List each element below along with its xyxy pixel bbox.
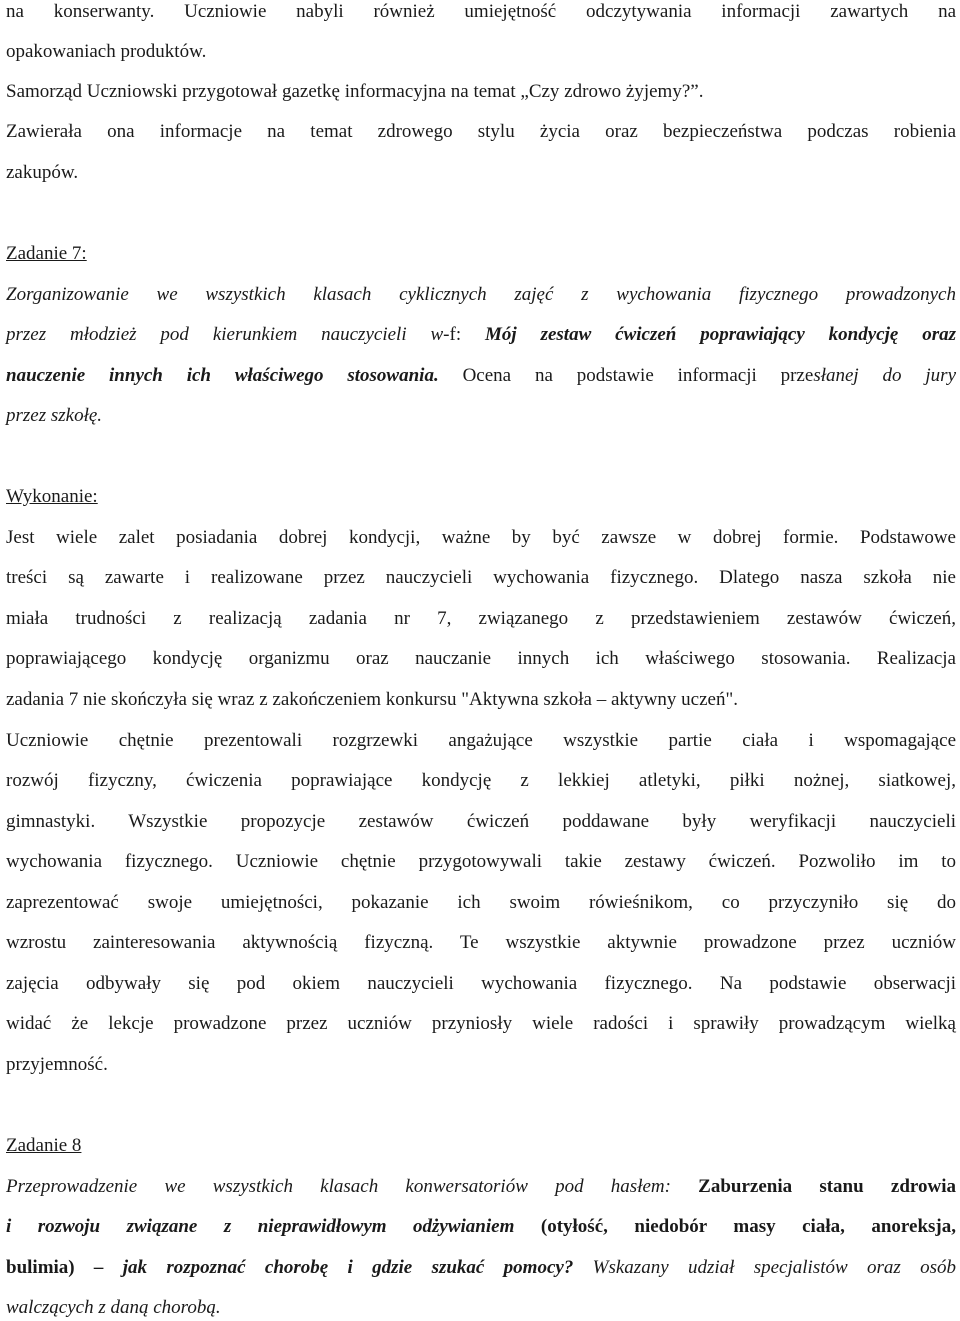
paragraph-line: opakowaniach produktów. — [6, 41, 207, 62]
execution-line: zaprezentować swoje umiejętności, pokazanie ich swoim rówieśnikom, co przyczyniło się do — [6, 892, 956, 913]
execution-line: gimnastyki. Wszystkie propozycje zestawów ćwiczeń poddawane były weryfikacji nauczycieli — [6, 811, 956, 832]
execution-heading-text: Wykonanie: — [6, 486, 98, 507]
execution-line: treści są zawarte i realizowane przez nauczycieli wychowania fizycznego. Dlatego nasza szkoła nie — [6, 567, 956, 588]
task7-desc-bold: Mój zestaw ćwiczeń poprawiający kondycję oraz — [485, 324, 957, 345]
execution-line: przyjemność. — [6, 1054, 108, 1075]
task8-desc-bold-italic: i rozwoju związane z nieprawidłowym odżywianiem — [6, 1216, 541, 1237]
task8-desc-italic: Wskazany udział specjalistów oraz osób — [573, 1257, 957, 1278]
task7-desc-line — [6, 364, 956, 404]
task7-desc-line — [6, 323, 956, 363]
paragraph-line: zakupów. — [6, 162, 79, 183]
task8-heading — [6, 1134, 956, 1174]
task8-desc-line — [6, 1215, 956, 1255]
task7-heading-text: Zadanie 7: — [6, 243, 87, 264]
task8-desc-bold-italic: – jak rozpoznać chorobę i gdzie szukać pomocy? — [93, 1257, 574, 1278]
task8-desc-bold: (otyłość, niedobór masy ciała, anoreksja, — [540, 1216, 956, 1237]
execution-line: widać że lekcje prowadzone przez uczniów przyniosły wiele radości i sprawiły prowadzącym wielką — [6, 1013, 956, 1034]
task8-desc-line — [6, 1175, 956, 1215]
execution-line: wzrostu zainteresowania aktywnością fizyczną. Te wszystkie aktywnie prowadzone przez uczniów — [6, 932, 956, 953]
task7-desc-italic: przez młodzież pod kierunkiem nauczycieli w — [6, 324, 444, 345]
task7-desc-bold: nauczenie innych ich właściwego stosowania. — [6, 365, 439, 386]
execution-line: poprawiającego kondycję organizmu oraz nauczanie innych ich właściwego stosowania. Realizacja — [6, 648, 956, 669]
task8-desc-line — [6, 1256, 956, 1296]
execution-line: miała trudności z realizacją zadania nr 7, związanego z przedstawieniem zestawów ćwiczeń, — [6, 608, 956, 629]
execution-line: Jest wiele zalet posiadania dobrej kondycji, ważne by być zawsze w dobrej formie. Podstawowe — [6, 527, 956, 548]
task7-desc-line: Zorganizowanie we wszystkich klasach cyklicznych zajęć z wychowania fizycznego prowadzonych — [6, 284, 956, 305]
task8-desc-line: walczących z daną chorobą. — [6, 1297, 221, 1318]
execution-line: rozwój fizyczny, ćwiczenia poprawiające kondycję z lekkiej atletyki, piłki nożnej, siatkowej, — [6, 770, 956, 791]
execution-heading — [6, 485, 956, 525]
task7-desc-normal: Ocena na podstawie informacji prze — [438, 365, 814, 386]
task8-desc-bold: bulimia) — [6, 1257, 94, 1278]
execution-line: wychowania fizycznego. Uczniowie chętnie przygotowywali takie zestawy ćwiczeń. Pozwoliło im to — [6, 851, 956, 872]
task7-desc-normal: -f: — [443, 324, 486, 345]
paragraph-line: Samorząd Uczniowski przygotował gazetkę informacyjna na temat „Czy zdrowo żyjemy?”. — [6, 81, 704, 102]
task7-desc-italic: słanej do jury — [813, 365, 957, 386]
task7-heading — [6, 242, 956, 282]
task8-desc-italic: Przeprowadzenie we wszystkich klasach konwersatoriów pod hasłem: — [6, 1176, 699, 1197]
execution-line: zajęcia odbywały się pod okiem nauczycieli wychowania fizycznego. Na podstawie obserwacji — [6, 973, 956, 994]
paragraph-line: na konserwanty. Uczniowie nabyli również umiejętność odczytywania informacji zawartych na — [6, 1, 956, 22]
execution-line: Uczniowie chętnie prezentowali rozgrzewki angażujące wszystkie partie ciała i wspomagające — [6, 730, 956, 751]
execution-line: zadania 7 nie skończyła się wraz z zakończeniem konkursu "Aktywna szkoła – aktywny uczeń". — [6, 689, 738, 710]
task7-desc-line: przez szkołę. — [6, 405, 103, 426]
task8-desc-bold: Zaburzenia stanu zdrowia — [698, 1176, 956, 1197]
task8-heading-text: Zadanie 8 — [6, 1135, 82, 1156]
paragraph-line: Zawierała ona informacje na temat zdrowego stylu życia oraz bezpieczeństwa podczas robienia — [6, 121, 956, 142]
